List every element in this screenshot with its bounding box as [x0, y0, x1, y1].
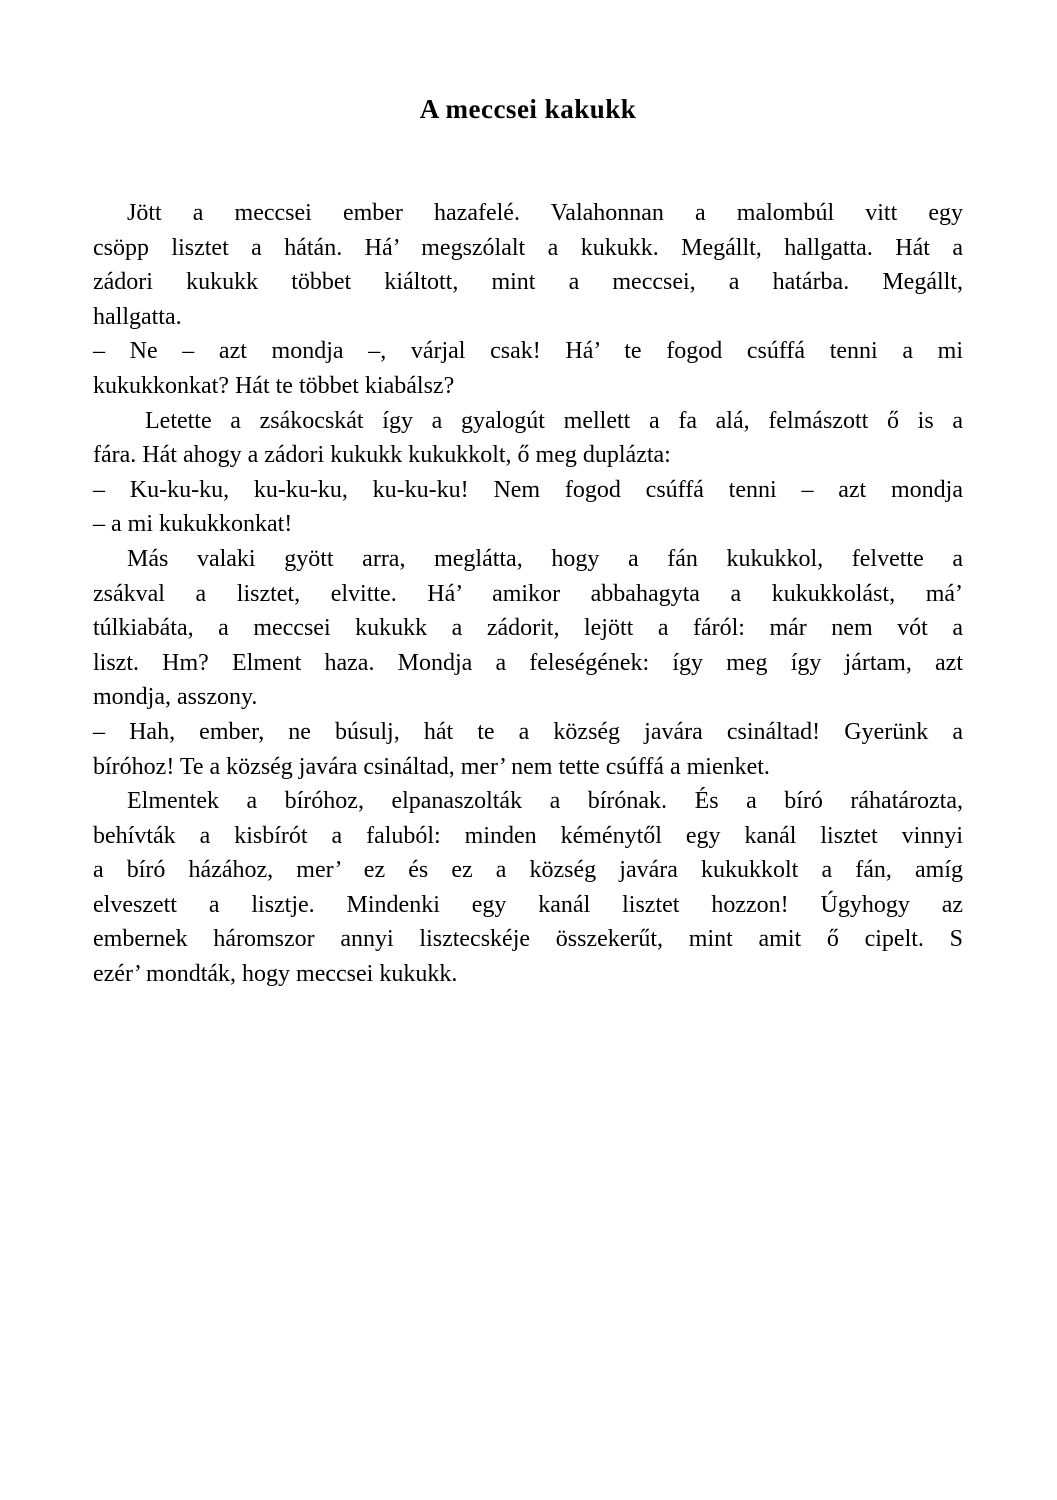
text-line: mondja, asszony. [93, 684, 258, 711]
dialogue-paragraph [93, 473, 963, 542]
text-line: kukukkonkat? Hát te többet kiabálsz? [93, 372, 455, 399]
text-line: hallgatta. [93, 303, 182, 330]
prose-paragraph [93, 196, 963, 334]
dialogue-paragraph [93, 715, 963, 784]
text-line: bíróhoz! Te a község javára csináltad, mer’ nem tette csúffá a mienket. [93, 753, 770, 780]
text-line: Letette a zsákocskát így a gyalogút mellett a fa alá, felmászott ő is a [145, 407, 963, 434]
text-line: embernek háromszor annyi lisztecskéje összekerűt, mint amit ő cipelt. S [93, 926, 963, 953]
text-line: fára. Hát ahogy a zádori kukukk kukukkolt, ő meg duplázta: [93, 442, 671, 469]
text-line: Jött a meccsei ember hazafelé. Valahonnan a malombúl vitt egy [127, 200, 963, 226]
text-body [93, 196, 963, 992]
prose-paragraph [93, 542, 963, 715]
text-line: – Ne – azt mondja –, várjal csak! Há’ te fogod csúffá tenni a mi [93, 338, 963, 365]
text-line: zádori kukukk többet kiáltott, mint a meccsei, a határba. Megállt, [93, 269, 963, 296]
page-title: A meccsei kakukk [419, 94, 637, 124]
text-line: zsákval a lisztet, elvitte. Há’ amikor abbahagyta a kukukkolást, má’ [93, 580, 963, 607]
text-line: a bíró házához, mer’ ez és ez a község javára kukukkolt a fán, amíg [93, 857, 963, 884]
prose-paragraph [93, 404, 963, 473]
text-line: – Ku-ku-ku, ku-ku-ku, ku-ku-ku! Nem fogod csúffá tenni – azt mondja [93, 476, 963, 503]
text-line: túlkiabáta, a meccsei kukukk a zádorit, lejött a fáról: már nem vót a [93, 615, 963, 642]
text-line: Más valaki gyött arra, meglátta, hogy a fán kukukkol, felvette a [127, 545, 963, 572]
text-line: elveszett a lisztje. Mindenki egy kanál lisztet hozzon! Úgyhogy az [93, 891, 963, 918]
text-line: – Hah, ember, ne búsulj, hát te a község javára csináltad! Gyerünk a [93, 718, 963, 745]
text-line: behívták a kisbírót a faluból: minden kéménytől egy kanál lisztet vinnyi [93, 822, 963, 849]
text-line: csöpp lisztet a hátán. Há’ megszólalt a kukukk. Megállt, hallgatta. Hát a [93, 234, 963, 261]
prose-paragraph [93, 784, 963, 992]
text-line: – a mi kukukkonkat! [93, 511, 293, 538]
text-line: liszt. Hm? Elment haza. Mondja a feleségének: így meg így jártam, azt [93, 649, 963, 676]
text-line: Elmentek a bíróhoz, elpanaszolták a bírónak. És a bíró ráhatározta, [127, 788, 963, 815]
text-line: ezér’ mondták, hogy meccsei kukukk. [93, 961, 458, 988]
dialogue-paragraph [93, 334, 963, 403]
